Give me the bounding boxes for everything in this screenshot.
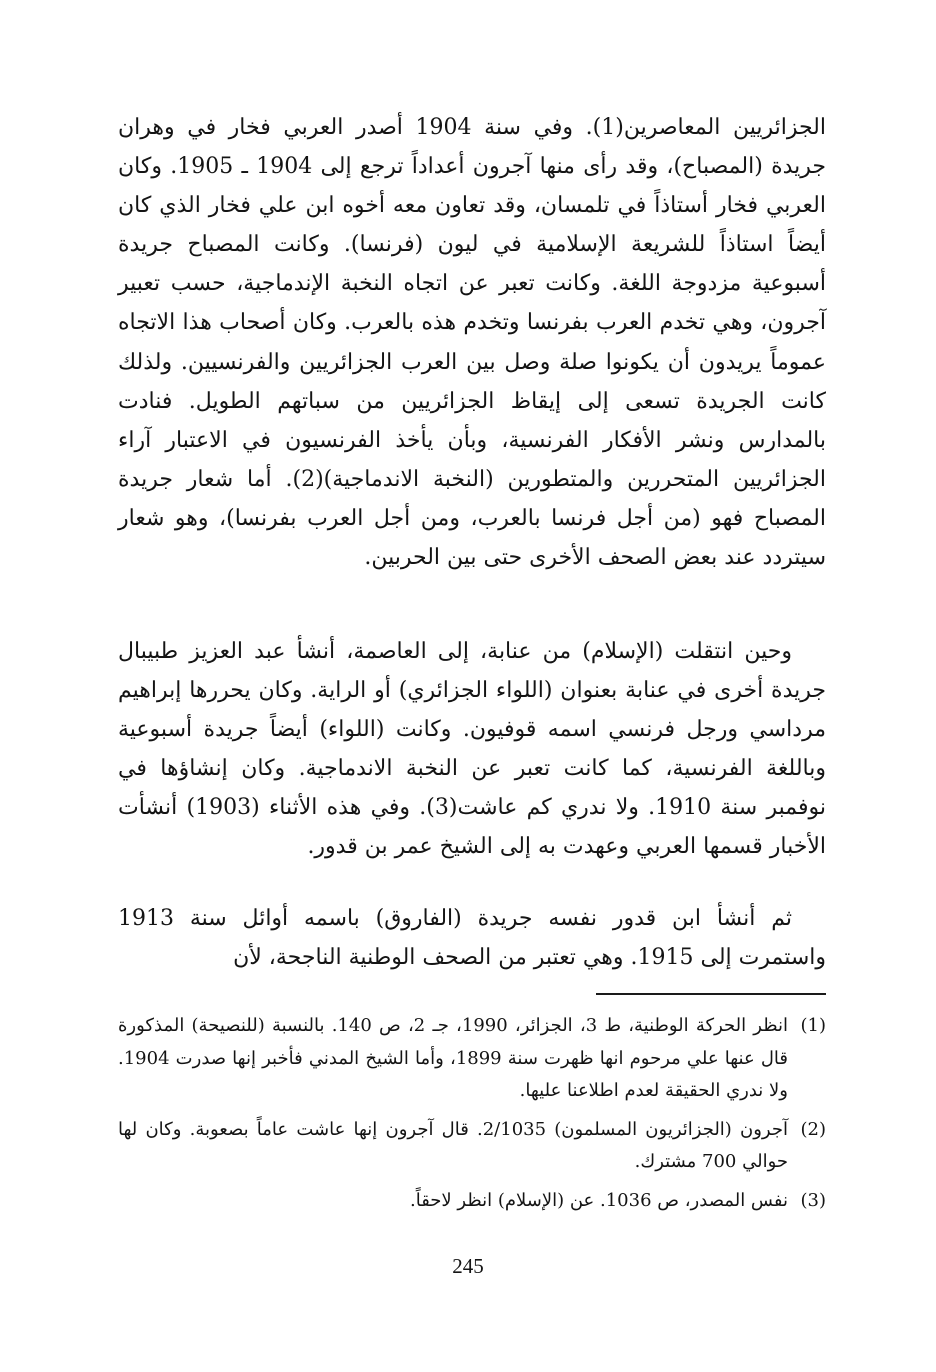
footnote-text: انظر الحركة الوطنية، ط 3، الجزائر، 1990، جـ 2، ص 140. بالنسبة (للنصيحة) المذكورة قال عنها علي مرحوم انها ظهرت سنة 1899، وأما الشيخ المدني فأخبر إنها صدرت 1904. ولا ندري الحقيقة لعدم اطلاعنا عليها.: [118, 1015, 789, 1102]
body-paragraph-1: [118, 108, 826, 577]
footnote-text: آجرون (الجزائريون المسلمون) 2/1035. قال آجرون إنها عاشت عاماً بصعوبة. وكان لها حوالي 700 مشترك.: [118, 1118, 788, 1173]
footnote-text: نفس المصدر، ص 1036. عن (الإسلام) انظر لاحقاً.: [409, 1189, 788, 1211]
footnote-number: (3): [800, 1189, 826, 1211]
paragraph-text: ثم أنشأ ابن قدور نفسه جريدة (الفاروق) باسمه أوائل سنة 1913 واستمرت إلى 1915. وهي تعتبر من الصحف الوطنية الناجحة، لأن: [118, 906, 826, 971]
footnote-2: [118, 1114, 826, 1179]
paragraph-text: الجزائريين المعاصرين(1). وفي سنة 1904 أصدر العربي فخار في وهران جريدة (المصباح)، وقد رأى منها آجرون أعداداً ترجع إلى 1904 ـ 1905. وكان العربي فخار أستاذاً في تلمسان، وقد تعاون معه أخوه ابن علي فخار الذي كان أيضاً استاذاً للشريعة الإسلامية في ليون (فرنسا). وكانت المصباح جريدة أسبوعية مزدوجة اللغة. وكانت تعبر عن اتجاه النخبة الإندماجية، حسب تعبير آجرون، وهي تخدم العرب بفرنسا وتخدم هذه بالعرب. وكان أصحاب هذا الاتجاه عموماً يريدون أن يكونوا صلة وصل بين العرب الجزائريين والفرنسيين. ولذلك كانت الجريدة تسعى إلى إيقاظ الجزائريين من سباتهم الطويل. فنادت بالمدارس ونشر الأفكار الفرنسية، وبأن يأخذ الفرنسيون في الاعتبار آراء الجزائريين المتحررين والمتطورين (النخبة الاندماجية)(2). أما شعار جريدة المصباح فهو (من أجل فرنسا بالعرب، ومن أجل العرب بفرنسا)، وهو شعار سيتردد عند بعض الصحف الأخرى حتى بين الحربين.: [118, 115, 826, 571]
page-number: 245: [452, 1254, 484, 1278]
footnote-number: (2): [800, 1118, 826, 1140]
body-paragraph-3: [118, 899, 826, 977]
footnote-number: (1): [800, 1015, 826, 1036]
footnote-divider: [596, 993, 826, 995]
footnote-3: [118, 1185, 826, 1218]
paragraph-text: وحين انتقلت (الإسلام) من عنابة، إلى العاصمة، أنشأ عبد العزيز طبيبال جريدة أخرى في عنابة بعنوان (اللواء الجزائري) أو الراية. وكان يحررها إبراهيم مرداسي ورجل فرنسي اسمه قوفيون. وكانت (اللواء) أيضاً جريدة أسبوعية وباللغة الفرنسية، كما كانت تعبر عن النخبة الاندماجية. وكان إنشاؤها في نوفمبر سنة 1910. ولا ندري كم عاشت(3). وفي هذه الأثناء (1903) أنشأت الأخبار قسمها العربي وعهدت به إلى الشيخ عمر بن قدور.: [118, 639, 826, 860]
body-paragraph-2: [118, 632, 826, 867]
footnote-1: [118, 1010, 826, 1108]
footnotes-section: [118, 1010, 826, 1224]
